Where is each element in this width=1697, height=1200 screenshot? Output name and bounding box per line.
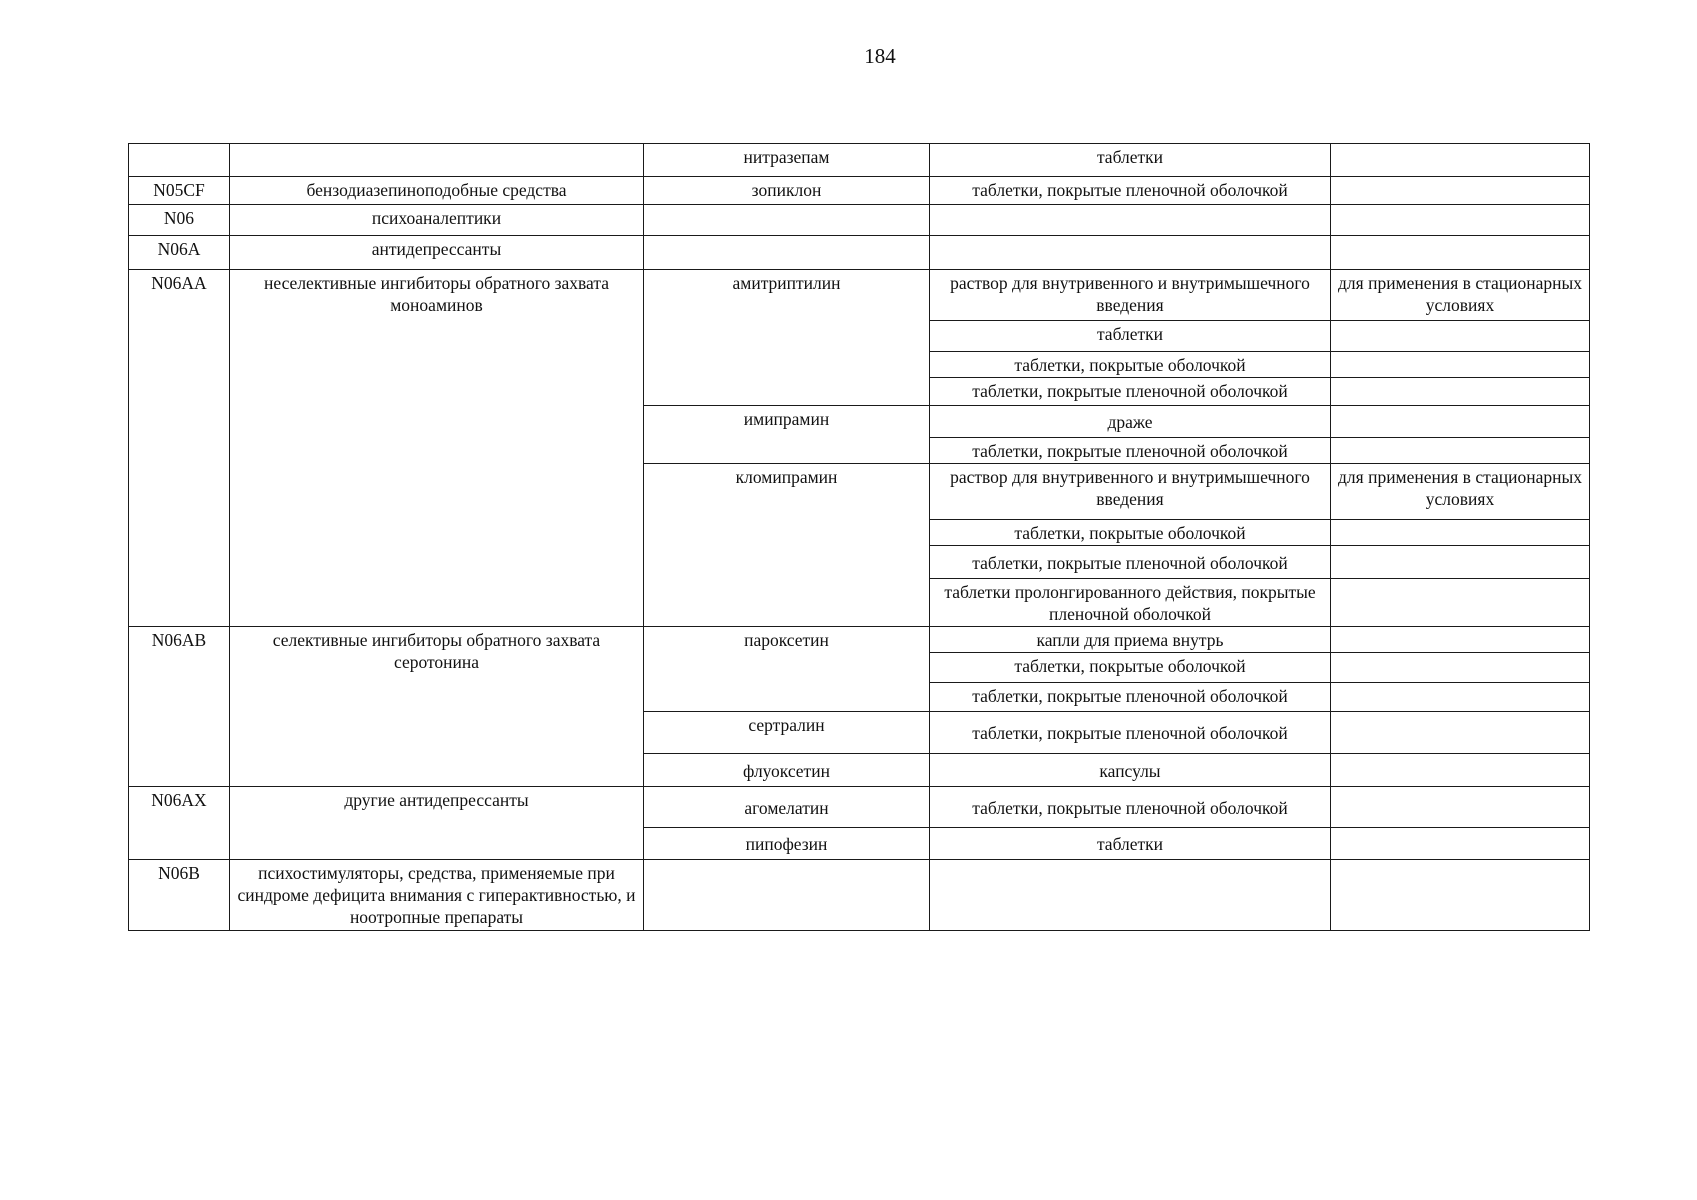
note-cell (1331, 579, 1590, 627)
dosage-form-cell: раствор для внутривенного и внутримышечного введения (930, 270, 1331, 321)
dosage-form-cell: таблетки (930, 321, 1331, 352)
group-name-cell (230, 144, 644, 177)
dosage-form-cell: таблетки, покрытые оболочкой (930, 352, 1331, 378)
note-cell: для применения в стационарных условиях (1331, 464, 1590, 520)
drug-name-cell: пароксетин (644, 627, 930, 712)
atc-code-cell: N06A (129, 236, 230, 270)
note-cell (1331, 683, 1590, 712)
note-cell (1331, 546, 1590, 579)
table-row (129, 787, 1590, 828)
drug-name-cell: флуоксетин (644, 754, 930, 787)
note-cell (1331, 627, 1590, 653)
drug-name-cell: имипрамин (644, 406, 930, 464)
drug-name-cell: амитриптилин (644, 270, 930, 406)
atc-code-cell: N06AB (129, 627, 230, 787)
drug-name-cell (644, 860, 930, 931)
drug-classification-table (128, 143, 1590, 931)
note-cell (1331, 321, 1590, 352)
dosage-form-cell: таблетки, покрытые оболочкой (930, 653, 1331, 683)
dosage-form-cell: таблетки, покрытые пленочной оболочкой (930, 683, 1331, 712)
dosage-form-cell (930, 860, 1331, 931)
note-cell (1331, 438, 1590, 464)
group-name-cell: психостимуляторы, средства, применяемые при синдроме дефицита внимания с гиперактивностью, и ноотропные препараты (230, 860, 644, 931)
note-cell (1331, 406, 1590, 438)
dosage-form-cell: таблетки, покрытые пленочной оболочкой (930, 787, 1331, 828)
dosage-form-cell (930, 205, 1331, 236)
atc-code-cell (129, 144, 230, 177)
page-number: 184 (864, 44, 896, 68)
drug-name-cell: зопиклон (644, 177, 930, 205)
table-row (129, 860, 1590, 931)
note-cell (1331, 352, 1590, 378)
group-name-cell: селективные ингибиторы обратного захвата серотонина (230, 627, 644, 787)
group-name-cell: неселективные ингибиторы обратного захвата моноаминов (230, 270, 644, 627)
atc-code-cell: N06B (129, 860, 230, 931)
atc-code-cell: N06 (129, 205, 230, 236)
dosage-form-cell: раствор для внутривенного и внутримышечного введения (930, 464, 1331, 520)
group-name-cell: другие антидепрессанты (230, 787, 644, 860)
dosage-form-cell: капли для приема внутрь (930, 627, 1331, 653)
drug-name-cell: кломипрамин (644, 464, 930, 627)
dosage-form-cell: капсулы (930, 754, 1331, 787)
table-row (129, 177, 1590, 205)
drug-name-cell: пипофезин (644, 828, 930, 860)
dosage-form-cell (930, 236, 1331, 270)
note-cell (1331, 860, 1590, 931)
note-cell (1331, 787, 1590, 828)
note-cell (1331, 378, 1590, 406)
atc-code-cell: N05CF (129, 177, 230, 205)
drug-name-cell: агомелатин (644, 787, 930, 828)
dosage-form-cell: таблетки, покрытые пленочной оболочкой (930, 378, 1331, 406)
dosage-form-cell: таблетки (930, 144, 1331, 177)
dosage-form-cell: таблетки, покрытые пленочной оболочкой (930, 546, 1331, 579)
note-cell (1331, 653, 1590, 683)
table-row (129, 627, 1590, 653)
note-cell (1331, 205, 1590, 236)
note-cell (1331, 520, 1590, 546)
note-cell (1331, 828, 1590, 860)
dosage-form-cell: драже (930, 406, 1331, 438)
dosage-form-cell: таблетки, покрытые пленочной оболочкой (930, 177, 1331, 205)
dosage-form-cell: таблетки (930, 828, 1331, 860)
dosage-form-cell: таблетки, покрытые оболочкой (930, 520, 1331, 546)
table-row (129, 205, 1590, 236)
group-name-cell: психоаналептики (230, 205, 644, 236)
note-cell (1331, 236, 1590, 270)
note-cell (1331, 712, 1590, 754)
note-cell (1331, 144, 1590, 177)
dosage-form-cell: таблетки, покрытые пленочной оболочкой (930, 438, 1331, 464)
table-row (129, 144, 1590, 177)
drug-name-cell (644, 205, 930, 236)
group-name-cell: антидепрессанты (230, 236, 644, 270)
table-row (129, 270, 1590, 321)
atc-code-cell: N06AX (129, 787, 230, 860)
note-cell (1331, 754, 1590, 787)
drug-name-cell (644, 236, 930, 270)
note-cell: для применения в стационарных условиях (1331, 270, 1590, 321)
table-row (129, 236, 1590, 270)
group-name-cell: бензодиазепиноподобные средства (230, 177, 644, 205)
dosage-form-cell: таблетки, покрытые пленочной оболочкой (930, 712, 1331, 754)
dosage-form-cell: таблетки пролонгированного действия, покрытые пленочной оболочкой (930, 579, 1331, 627)
atc-code-cell: N06AA (129, 270, 230, 627)
drug-name-cell: сертралин (644, 712, 930, 754)
note-cell (1331, 177, 1590, 205)
drug-name-cell: нитразепам (644, 144, 930, 177)
